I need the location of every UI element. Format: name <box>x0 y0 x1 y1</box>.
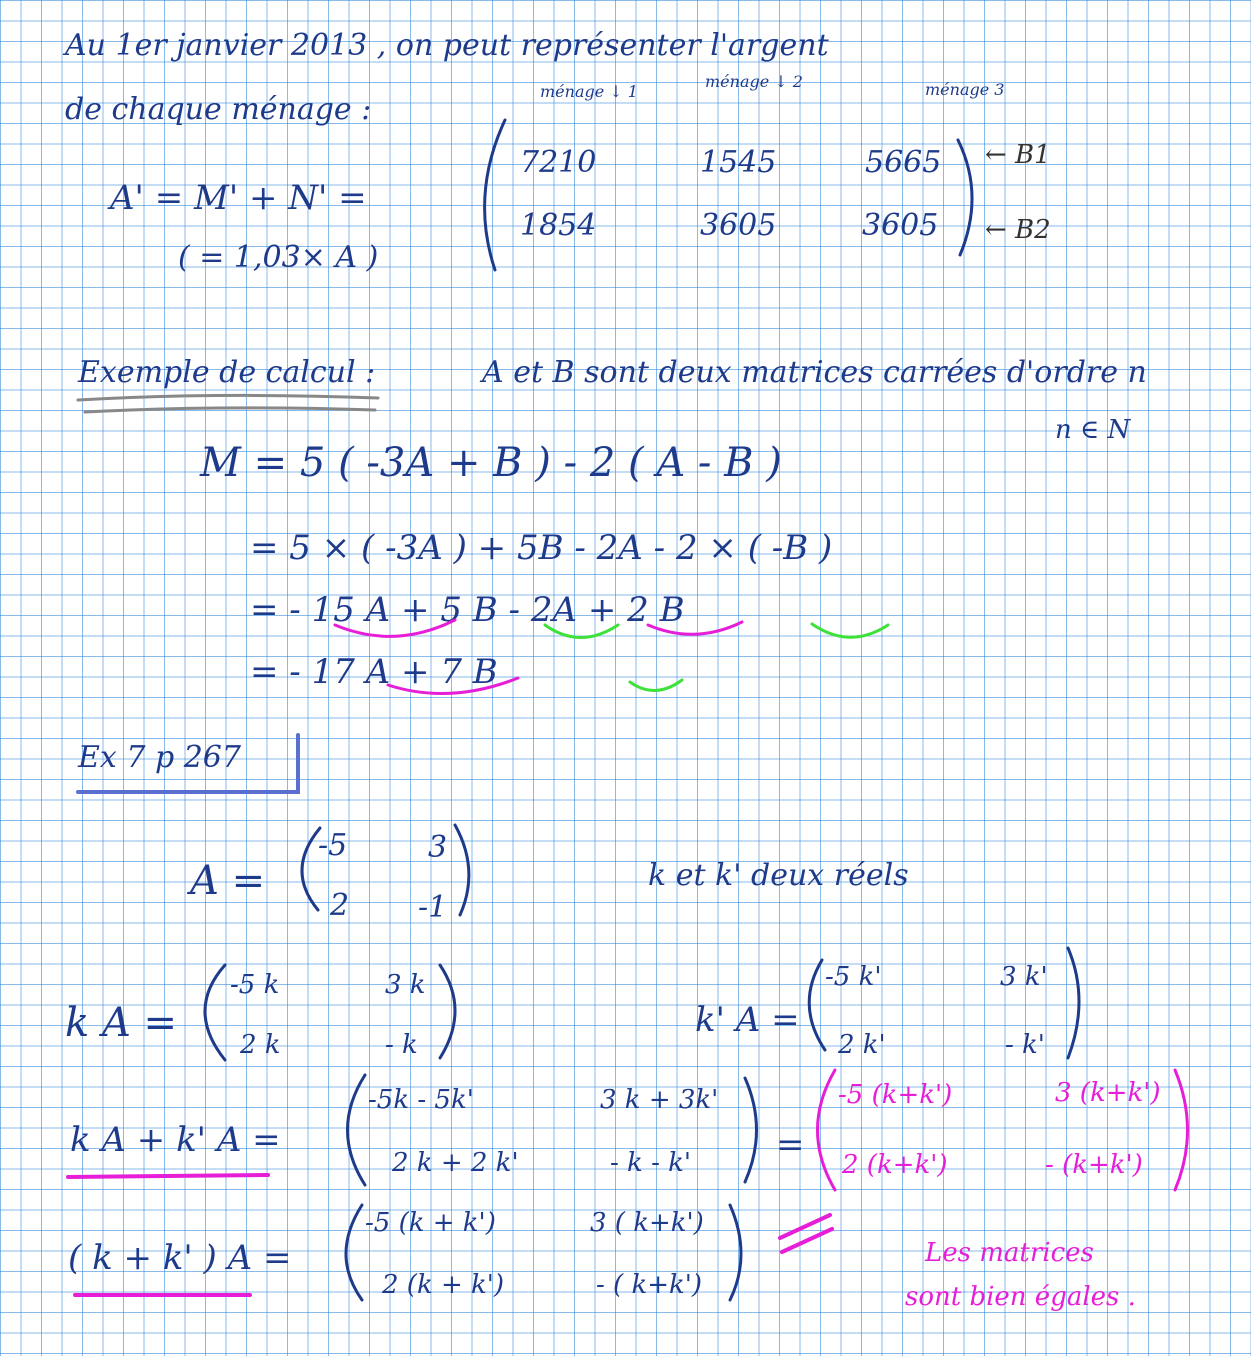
menage-label-2: ménage ↓ 2 <box>705 72 803 91</box>
kpa-cell: -5 k' <box>825 962 882 992</box>
factored-cell: - (k+k') <box>1045 1150 1143 1180</box>
example-title: Exemple de calcul : <box>78 355 376 390</box>
kpa-cell: 3 k' <box>1000 962 1048 992</box>
factored-cell: 2 (k+k') <box>842 1150 948 1180</box>
kpa-label: k' A = <box>695 1000 800 1040</box>
calc-line-4: = - 17 A + 7 B <box>250 652 498 692</box>
ka-label: k A = <box>65 1000 178 1046</box>
a-cell: -1 <box>418 890 448 925</box>
a-prime-note: ( = 1,03× A ) <box>178 240 379 275</box>
kpa-cell: - k' <box>1005 1030 1045 1060</box>
prod-cell: 2 (k + k') <box>382 1270 505 1300</box>
prod-cell: 3 ( k+k') <box>590 1208 704 1238</box>
sum-cell: 3 k + 3k' <box>600 1085 719 1115</box>
matrix-cell: 3605 <box>700 208 777 243</box>
row-label-b1: ← B1 <box>985 140 1051 170</box>
ka-cell: - k <box>385 1030 418 1060</box>
row-label-b2: ← B2 <box>985 215 1051 245</box>
matrix-cell: 5665 <box>865 145 942 180</box>
sum-cell: - k - k' <box>610 1148 692 1178</box>
prod-cell: - ( k+k') <box>596 1270 703 1300</box>
factored-cell: 3 (k+k') <box>1055 1078 1161 1108</box>
example-statement: A et B sont deux matrices carrées d'ordre n <box>482 355 1147 390</box>
a-label: A = <box>190 858 266 904</box>
kpa-cell: 2 k' <box>838 1030 886 1060</box>
sum-label: k A + k' A = <box>70 1120 281 1160</box>
ka-cell: -5 k <box>230 970 280 1000</box>
conclusion-2: sont bien égales . <box>905 1282 1136 1312</box>
a-cell: 3 <box>428 830 448 865</box>
factored-cell: -5 (k+k') <box>838 1080 953 1110</box>
sum-cell: 2 k + 2 k' <box>392 1148 519 1178</box>
calc-line-2: = 5 × ( -3A ) + 5B - 2A - 2 × ( -B ) <box>250 528 833 568</box>
matrix-cell: 3605 <box>862 208 939 243</box>
n-note: n ∈ N <box>1055 415 1131 445</box>
exercise-title: Ex 7 p 267 <box>78 740 241 775</box>
matrix-cell: 1854 <box>520 208 597 243</box>
matrix-cell: 1545 <box>700 145 777 180</box>
calc-line-1: M = 5 ( -3A + B ) - 2 ( A - B ) <box>200 440 782 486</box>
matrix-cell: 7210 <box>520 145 597 180</box>
k-note: k et k' deux réels <box>648 858 909 893</box>
menage-label-1: ménage ↓ 1 <box>540 82 638 101</box>
intro-line-2: de chaque ménage : <box>65 92 372 127</box>
ka-cell: 2 k <box>240 1030 281 1060</box>
conclusion-1: Les matrices <box>925 1238 1094 1268</box>
a-cell: -5 <box>318 828 348 863</box>
a-prime-equation: A' = M' + N' = <box>110 178 367 218</box>
calc-line-3: = - 15 A + 5 B - 2A + 2 B <box>250 590 685 630</box>
a-cell: 2 <box>330 888 350 923</box>
equal-sign: = <box>776 1125 805 1165</box>
menage-label-3: ménage 3 <box>925 80 1005 99</box>
sum-cell: -5k - 5k' <box>368 1085 474 1115</box>
prod-label: ( k + k' ) A = <box>68 1238 292 1278</box>
intro-line-1: Au 1er janvier 2013 , on peut représenter l'argent <box>65 28 829 63</box>
ka-cell: 3 k <box>385 970 426 1000</box>
prod-cell: -5 (k + k') <box>365 1208 496 1238</box>
